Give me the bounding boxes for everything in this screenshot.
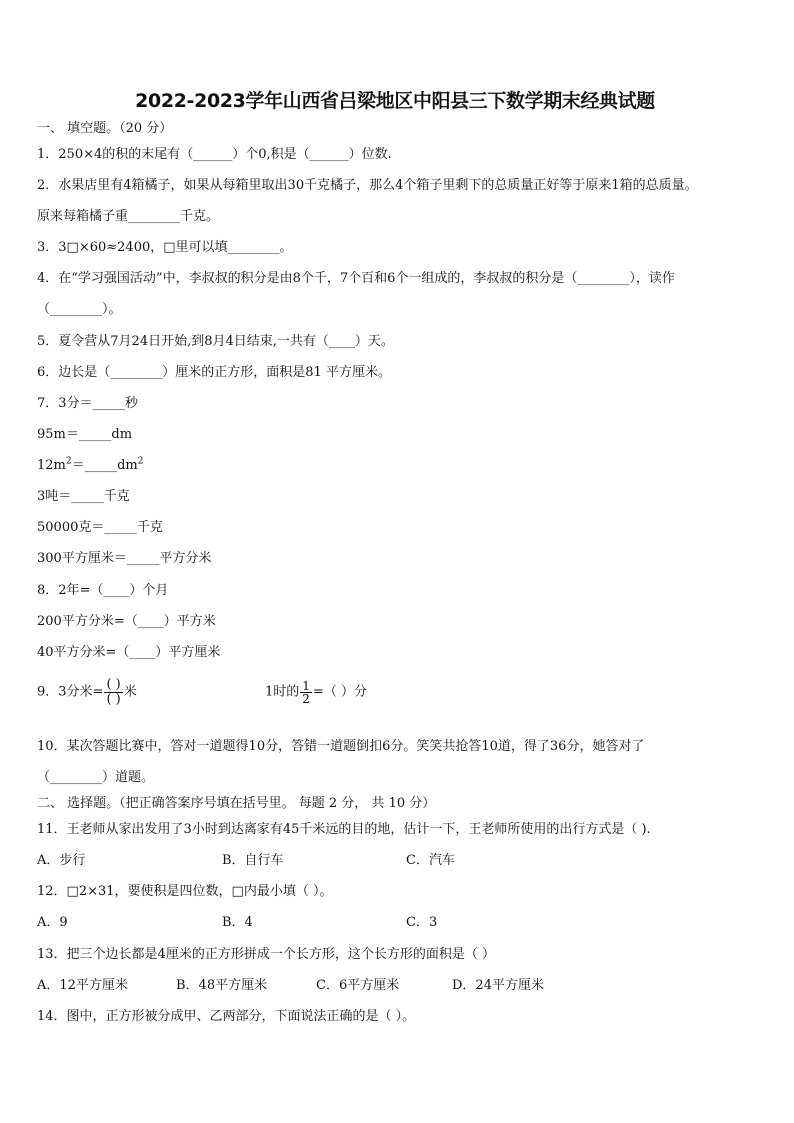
question-6: 6．边长是（________）厘米的正方形，面积是81 平方厘米。	[37, 365, 391, 380]
question-7-line-3	[37, 458, 144, 474]
q9-a-denominator: ( )	[106, 692, 121, 707]
question-8-line-2: 200平方分米=（____）平方米	[37, 614, 216, 629]
question-4-line-2: （________）。	[37, 302, 122, 317]
question-11-stem: 11．王老师从家出发用了3小时到达离家有45千米远的目的地，估计一下，王老师所使用的出行方式是（ ).	[37, 822, 651, 837]
q9-b-suffix: =（ ）分	[312, 684, 367, 700]
q11-option-b: B．自行车	[222, 853, 284, 868]
q7-l3-part-b: ＝_____dm	[71, 458, 138, 473]
question-13-stem: 13．把三个边长都是4厘米的正方形拼成一个长方形，这个长方形的面积是（ ）	[37, 947, 495, 962]
question-8-line-1: 8．2年=（____）个月	[37, 583, 169, 598]
q11-option-a: A．步行	[37, 853, 86, 868]
q9-a-fraction	[104, 678, 122, 707]
q7-l3-part-a: 12m	[37, 458, 66, 473]
section-2-heading: 二、 选择题。（把正确答案序号填在括号里。 每题 2 分， 共 10 分）	[37, 796, 436, 811]
q9-b-denominator: 2	[302, 692, 310, 706]
q9-b-numerator: 1	[302, 679, 310, 693]
section-1-heading: 一、 填空题。（20 分）	[37, 121, 173, 136]
question-10-line-2: （________）道题。	[37, 770, 155, 785]
question-10-line-1: 10．某次答题比赛中，答对一道题得10分，答错一道题倒扣6分。笑笑共抢答10道，得了36分，她答对了	[37, 739, 645, 754]
question-7-line-2: 95m＝_____dm	[37, 427, 133, 442]
question-12-stem: 12．□2×31，要使积是四位数，□内最小填（ ）。	[37, 884, 333, 899]
question-4-line-1: 4．在“学习强国活动”中，李叔叔的积分是由8个千，7个百和6个一组成的，李叔叔的积分是（________），读作	[37, 271, 675, 286]
page-title: 2022-2023学年山西省吕梁地区中阳县三下数学期末经典试题	[135, 90, 655, 112]
question-9-part-a	[37, 678, 137, 707]
question-9-part-b	[265, 680, 367, 705]
q9-b-prefix: 1时的	[265, 684, 300, 700]
question-2-line-1: 2．水果店里有4箱橘子，如果从每箱里取出30千克橘子，那么4个箱子里剩下的总质量正好等于原来1箱的总质量。	[37, 178, 698, 193]
q9-a-prefix: 9．3分米=	[37, 684, 104, 700]
q13-option-c: C．6平方厘米	[316, 978, 400, 993]
question-7-line-6: 300平方厘米＝_____平方分米	[37, 551, 212, 566]
q13-option-b: B．48平方厘米	[176, 978, 268, 993]
question-7-line-4: 3吨＝_____千克	[37, 489, 130, 504]
q9-a-suffix: 米	[123, 684, 137, 700]
question-2-line-2: 原来每箱橘子重________千克。	[37, 209, 220, 224]
question-7-line-5: 50000克＝_____千克	[37, 520, 163, 535]
q12-option-c: C．3	[406, 915, 438, 930]
question-3: 3．3□×60≈2400，□里可以填________。	[37, 240, 293, 255]
question-14-stem: 14．图中，正方形被分成甲、乙两部分，下面说法正确的是（ ）。	[37, 1009, 416, 1024]
question-1: 1．250×4的积的末尾有（______）个0,积是（______）位数.	[37, 147, 392, 162]
q9-b-fraction	[300, 680, 312, 705]
question-7-line-1: 7．3分＝_____秒	[37, 396, 139, 411]
q9-a-numerator: ( )	[106, 677, 121, 692]
q13-option-d: D．24平方厘米	[452, 978, 544, 993]
question-5: 5．夏令营从7月24日开始,到8月4日结束,一共有（____）天。	[37, 334, 394, 349]
question-8-line-3: 40平方分米=（____）平方厘米	[37, 645, 221, 660]
q12-option-a: A．9	[37, 915, 68, 930]
q7-l3-sup-1: 2	[65, 456, 72, 467]
q11-option-c: C．汽车	[406, 853, 455, 868]
q12-option-b: B．4	[222, 915, 253, 930]
q7-l3-sup-2: 2	[137, 456, 144, 467]
q13-option-a: A．12平方厘米	[37, 978, 128, 993]
